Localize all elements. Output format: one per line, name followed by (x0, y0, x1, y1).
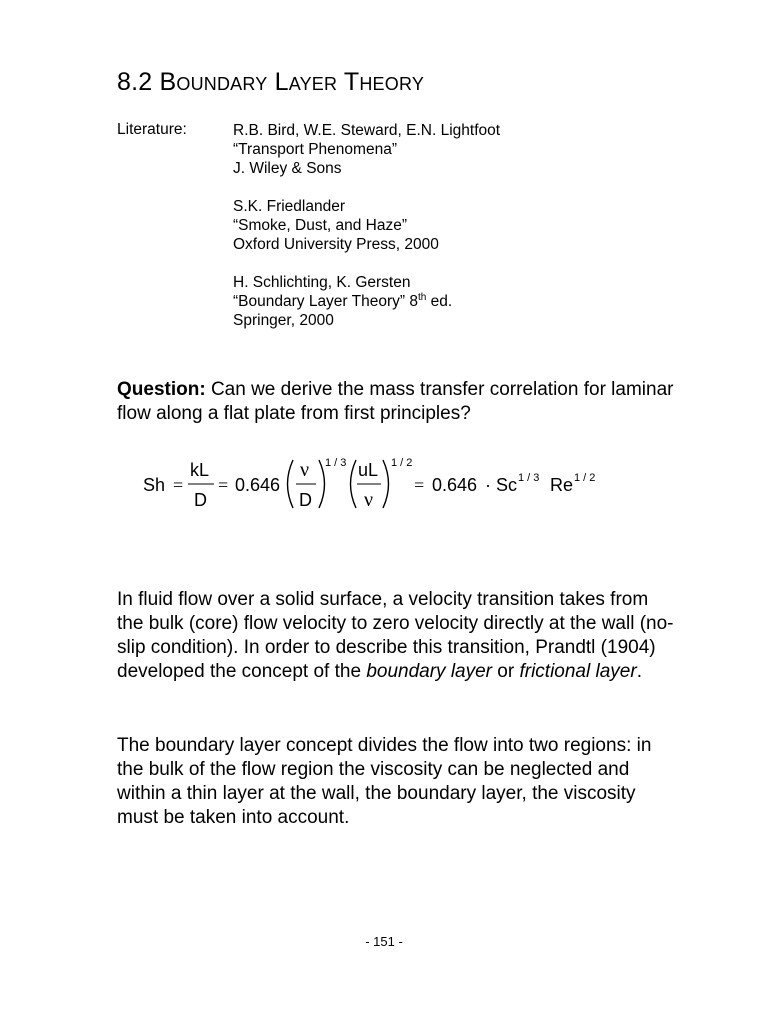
formula-svg (118, 446, 638, 526)
paragraph-text: or (492, 661, 520, 682)
emphasis-boundary-layer: boundary layer (366, 661, 493, 682)
formula-sh: Sh (143, 475, 166, 495)
question-block (117, 378, 677, 426)
reference-authors: R.B. Bird, W.E. Steward, E.N. Lightfoot (233, 122, 501, 139)
formula-nu-2: ν (364, 489, 374, 511)
dot-operator: · (485, 475, 491, 495)
reference-authors: H. Schlichting, K. Gersten (233, 274, 411, 291)
paragraph-boundary-concept: The boundary layer concept divides the flow into two regions: in the bulk of the flow region the viscosity can be neglected and within a thin layer at the wall, the boundary layer, the viscosity must be taken into account. (117, 735, 652, 828)
formula-kl: kL (190, 460, 210, 480)
reference-title: “Smoke, Dust, and Haze” (233, 217, 408, 234)
reference-title: “Transport Phenomena” (233, 141, 397, 158)
formula-exp-13: 1 / 3 (325, 457, 347, 469)
literature-list (233, 121, 500, 349)
reference-publisher: Springer, 2000 (233, 312, 334, 329)
formula-re: Re (550, 475, 574, 495)
formula-sc-exp: 1 / 3 (518, 472, 540, 484)
paren-right-1 (319, 460, 325, 508)
reference-title (233, 292, 500, 311)
edition-superscript: th (417, 292, 427, 303)
paren-right-2 (383, 460, 389, 508)
literature-label: Literature: (117, 121, 187, 138)
reference-publisher: J. Wiley & Sons (233, 160, 342, 177)
emphasis-frictional-layer: frictional layer (519, 661, 637, 682)
reference-2 (233, 197, 500, 254)
reference-authors: S.K. Friedlander (233, 198, 345, 215)
reference-publisher: Oxford University Press, 2000 (233, 236, 439, 253)
reference-1 (233, 121, 500, 178)
paren-left-1 (288, 460, 294, 508)
reference-title-tail: ed. (426, 293, 453, 310)
sherwood-formula (118, 446, 638, 526)
paragraph-text: . (636, 661, 642, 682)
formula-coef-2: 0.646 (432, 475, 478, 495)
page-number: - 151 - (365, 934, 403, 949)
equals-sign-2: = (218, 475, 229, 495)
formula-re-exp: 1 / 2 (574, 472, 596, 484)
formula-sc: Sc (496, 475, 518, 495)
formula-ul: uL (358, 460, 379, 480)
section-title: 8.2 Boundary Layer Theory (117, 68, 425, 96)
paragraph-boundary-intro (117, 588, 677, 684)
reference-title-text: “Boundary Layer Theory” 8 (233, 293, 418, 310)
formula-exp-12: 1 / 2 (391, 457, 413, 469)
reference-3 (233, 273, 500, 330)
formula-coef-1: 0.646 (235, 475, 281, 495)
equals-sign-3: = (414, 475, 425, 495)
paragraph-text: In fluid flow over a solid surface, a velocity transition takes from the bulk (core) flow velocity to zero velocity directly at the wall (no-slip condition). In order to describe this transition, Prandtl (1904) developed the concept of the (117, 589, 674, 682)
formula-d-2: D (299, 490, 312, 510)
question-text: Can we derive the mass transfer correlation for laminar flow along a flat plate from first principles? (117, 379, 674, 424)
paren-left-2 (351, 460, 357, 508)
formula-d-1: D (194, 490, 207, 510)
formula-nu-1: ν (300, 459, 310, 481)
question-label: Question: (117, 379, 206, 400)
equals-sign-1: = (173, 475, 184, 495)
